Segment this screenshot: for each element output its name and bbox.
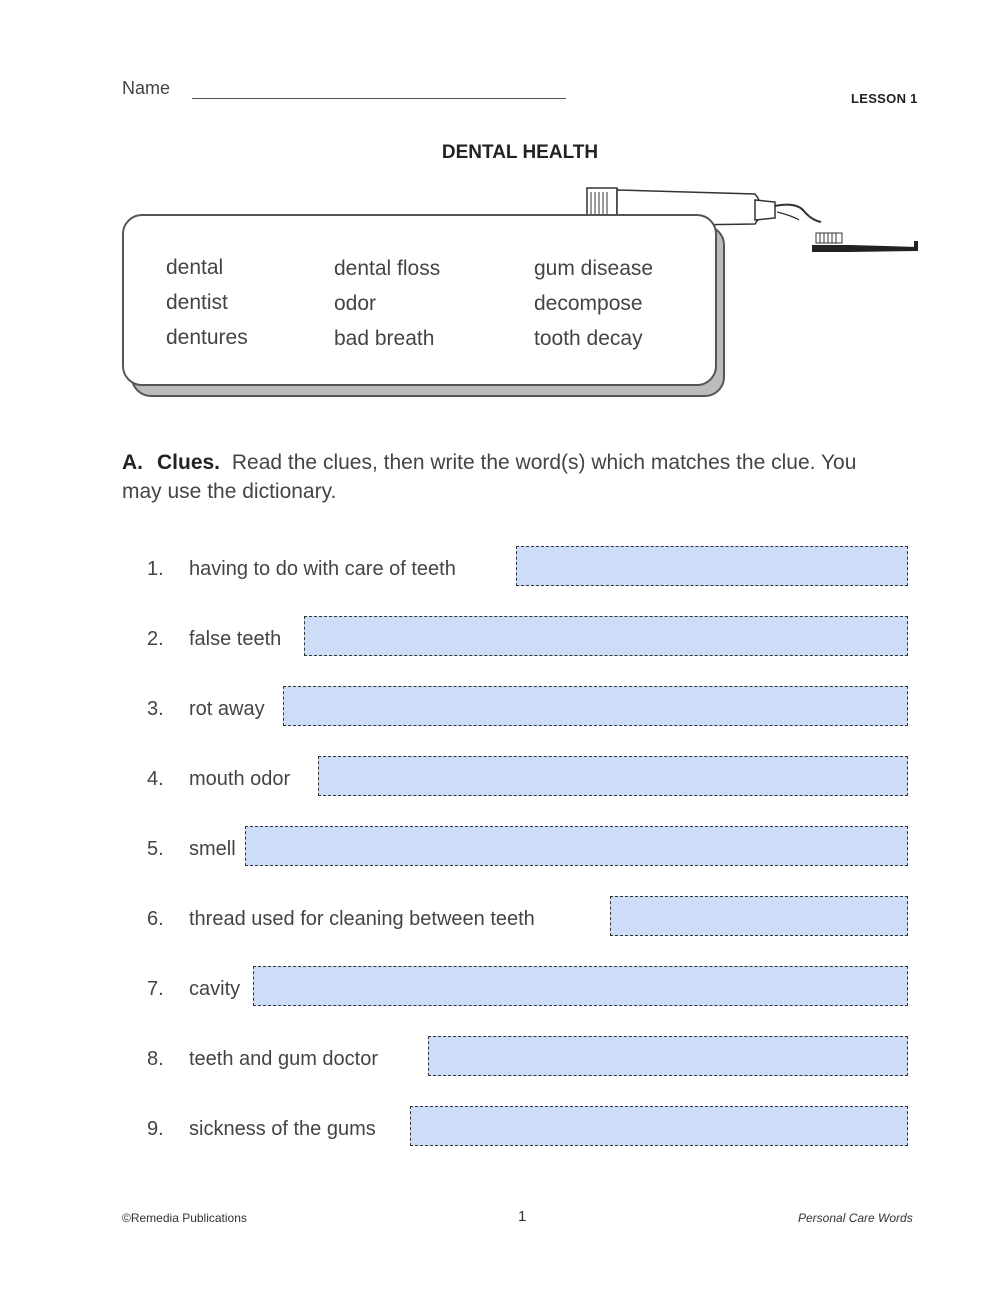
- clue-text: thread used for cleaning between teeth: [189, 908, 535, 930]
- clue-text: having to do with care of teeth: [189, 558, 456, 580]
- clue-number: 2.: [147, 628, 164, 650]
- page-number: 1: [518, 1208, 527, 1225]
- clue-number: 7.: [147, 978, 164, 1000]
- clue-text: teeth and gum doctor: [189, 1048, 379, 1070]
- answer-field-8[interactable]: [428, 1036, 908, 1076]
- word-bank-item: gum disease: [534, 257, 654, 280]
- word-bank-item: dentist: [166, 291, 228, 314]
- word-bank-item: decompose: [534, 292, 643, 315]
- answer-field-6[interactable]: [610, 896, 908, 936]
- answer-field-1[interactable]: [516, 546, 908, 586]
- lesson-label: LESSON 1: [851, 91, 918, 106]
- answer-field-9[interactable]: [410, 1106, 908, 1146]
- word-bank-item: dental: [166, 256, 224, 279]
- answer-field-3[interactable]: [283, 686, 908, 726]
- toothbrush-icon: [810, 225, 922, 259]
- answer-field-2[interactable]: [304, 616, 908, 656]
- instructions-text: Read the clues, then write the word(s) which matches the clue. You may use the dictionary.: [122, 451, 857, 503]
- answer-field-4[interactable]: [318, 756, 908, 796]
- word-bank-item: tooth decay: [534, 327, 643, 350]
- clue-text: cavity: [189, 978, 241, 1000]
- clue-number: 4.: [147, 768, 164, 790]
- clue-text: mouth odor: [189, 768, 291, 790]
- clue-text: sickness of the gums: [189, 1118, 376, 1140]
- section-letter: A.: [122, 451, 143, 474]
- clue-number: 3.: [147, 698, 164, 720]
- clue-text: false teeth: [189, 628, 282, 650]
- word-bank-item: odor: [334, 292, 377, 315]
- answer-field-7[interactable]: [253, 966, 908, 1006]
- word-bank-item: dentures: [166, 326, 248, 349]
- publisher-credit: ©Remedia Publications: [122, 1211, 247, 1225]
- clue-number: 5.: [147, 838, 164, 860]
- answer-field-5[interactable]: [245, 826, 908, 866]
- clue-number: 6.: [147, 908, 164, 930]
- name-label: Name: [122, 78, 171, 98]
- clue-number: 8.: [147, 1048, 164, 1070]
- name-line: [192, 98, 566, 99]
- word-bank-item: dental floss: [334, 257, 441, 280]
- clue-number: 9.: [147, 1118, 164, 1140]
- clue-number: 1.: [147, 558, 164, 580]
- clue-text: smell: [189, 838, 236, 860]
- book-title: Personal Care Words: [798, 1211, 913, 1225]
- clue-text: rot away: [189, 698, 265, 720]
- section-heading: Clues.: [157, 451, 221, 474]
- word-bank-item: bad breath: [334, 327, 435, 350]
- instructions: [122, 448, 882, 506]
- page-title: DENTAL HEALTH: [441, 142, 599, 163]
